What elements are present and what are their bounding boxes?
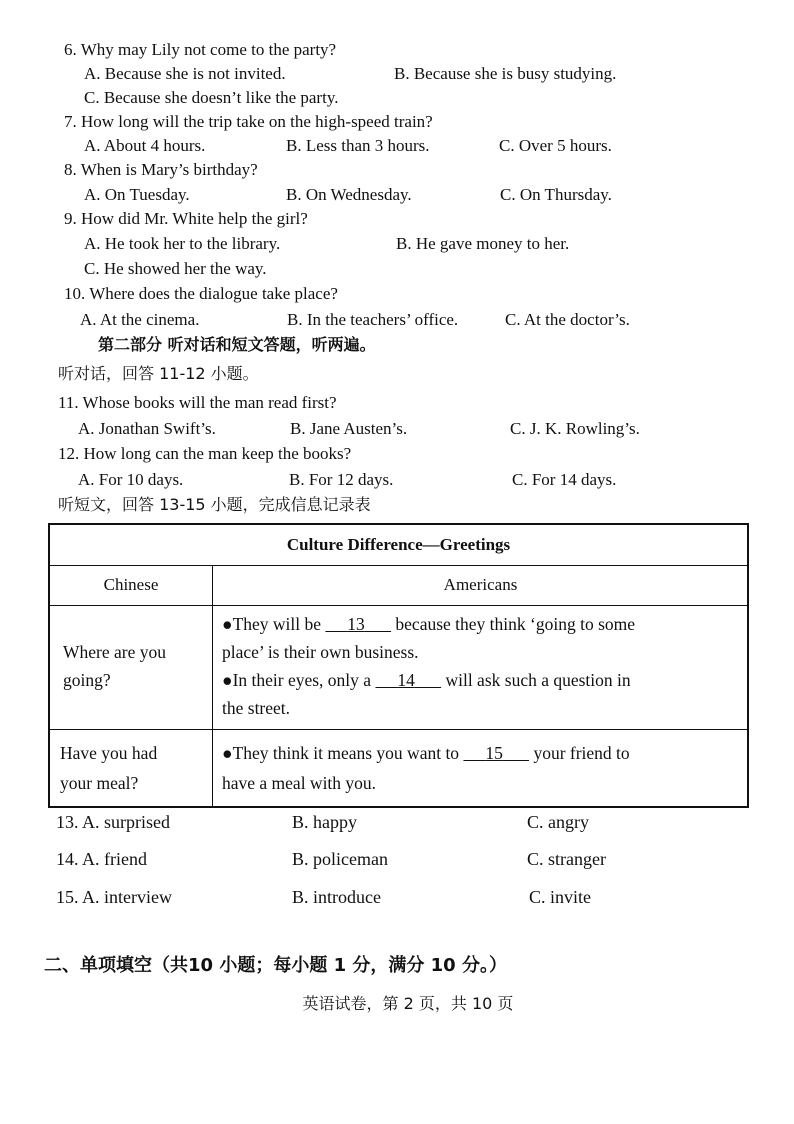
option-c: C. Over 5 hours. xyxy=(499,136,612,155)
option-c: C. angry xyxy=(527,812,589,832)
option-b: B. policeman xyxy=(292,849,388,869)
option-a: A. Because she is not invited. xyxy=(84,64,286,83)
option-b: B. He gave money to her. xyxy=(396,234,570,253)
row2-bullet1-pre: ●They think it means you want to xyxy=(222,743,464,763)
option-b: B. introduce xyxy=(292,887,381,907)
blank-14-number: 14 xyxy=(397,670,415,690)
option-c: C. At the doctor’s. xyxy=(505,310,630,329)
row1-bullet1-post: because they think ‘going to some xyxy=(391,614,636,634)
table-divider xyxy=(50,729,747,730)
row1-chinese-line2: going? xyxy=(63,670,111,690)
page-footer: 英语试卷，第 2 页，共 10 页 xyxy=(302,994,514,1013)
part2-heading: 第二部分 听对话和短文答题，听两遍。 xyxy=(98,335,376,354)
option-b: B. happy xyxy=(292,812,357,832)
info-record-table xyxy=(48,523,749,808)
table-column-divider xyxy=(212,566,213,806)
blank-13-number: 13 xyxy=(347,614,365,634)
row2-chinese-line1: Have you had xyxy=(60,743,158,763)
option-b: B. Less than 3 hours. xyxy=(286,136,430,155)
option-a: A. For 10 days. xyxy=(78,470,184,489)
option-a: 14. A. friend xyxy=(56,849,147,869)
question-text: 8. When is Mary’s birthday? xyxy=(64,160,258,179)
blank-13 xyxy=(325,610,391,638)
option-a: A. On Tuesday. xyxy=(84,185,190,204)
blank-15-number: 15 xyxy=(485,743,503,763)
option-a: A. At the cinema. xyxy=(80,310,200,329)
option-c: C. J. K. Rowling’s. xyxy=(510,419,640,438)
column-header-americans: Americans xyxy=(443,575,518,594)
option-b: B. Jane Austen’s. xyxy=(290,419,408,438)
row1-bullet1 xyxy=(222,610,635,638)
option-c: C. Because she doesn’t like the party. xyxy=(84,88,339,107)
option-c: C. For 14 days. xyxy=(512,470,617,489)
option-a: 15. A. interview xyxy=(56,887,172,907)
option-a: A. About 4 hours. xyxy=(84,136,206,155)
section2-title: 二、单项填空（共10 小题；每小题 1 分，满分 10 分。） xyxy=(44,955,507,976)
dialogue-instruction: 听对话，回答 11-12 小题。 xyxy=(58,364,259,383)
option-a: A. He took her to the library. xyxy=(84,234,281,253)
blank-15 xyxy=(463,739,529,767)
row1-bullet2-post: will ask such a question in xyxy=(441,670,631,690)
table-divider xyxy=(50,605,747,606)
question-text: 11. Whose books will the man read first? xyxy=(58,393,337,412)
option-a: 13. A. surprised xyxy=(56,812,170,832)
row1-bullet1-pre: ●They will be xyxy=(222,614,326,634)
question-text: 6. Why may Lily not come to the party? xyxy=(64,40,337,59)
option-c: C. On Thursday. xyxy=(500,185,612,204)
question-text: 10. Where does the dialogue take place? xyxy=(64,284,338,303)
blank-14 xyxy=(375,666,441,694)
option-a: A. Jonathan Swift’s. xyxy=(78,419,216,438)
row2-bullet1-line2: have a meal with you. xyxy=(222,773,377,793)
option-b: B. In the teachers’ office. xyxy=(287,310,459,329)
passage-instruction: 听短文，回答 13-15 小题，完成信息记录表 xyxy=(58,495,371,514)
option-c: C. He showed her the way. xyxy=(84,259,267,278)
row1-bullet2-line2: the street. xyxy=(222,698,291,718)
row1-bullet1-line2: place’ is their own business. xyxy=(222,642,419,662)
table-divider xyxy=(50,565,747,566)
option-c: C. stranger xyxy=(527,849,606,869)
option-b: B. On Wednesday. xyxy=(286,185,412,204)
row2-bullet1-post: your friend to xyxy=(529,743,630,763)
option-c: C. invite xyxy=(529,887,591,907)
question-text: 12. How long can the man keep the books? xyxy=(58,444,352,463)
row1-bullet2-pre: ●In their eyes, only a xyxy=(222,670,376,690)
row2-bullet1 xyxy=(222,739,630,767)
question-text: 9. How did Mr. White help the girl? xyxy=(64,209,308,228)
option-b: B. For 12 days. xyxy=(289,470,394,489)
question-text: 7. How long will the trip take on the high-speed train? xyxy=(64,112,433,131)
row2-chinese-line2: your meal? xyxy=(60,773,139,793)
row1-bullet2 xyxy=(222,666,631,694)
column-header-chinese: Chinese xyxy=(103,575,159,594)
table-title: Culture Difference—Greetings xyxy=(286,535,511,554)
option-b: B. Because she is busy studying. xyxy=(394,64,617,83)
row1-chinese-line1: Where are you xyxy=(63,642,166,662)
